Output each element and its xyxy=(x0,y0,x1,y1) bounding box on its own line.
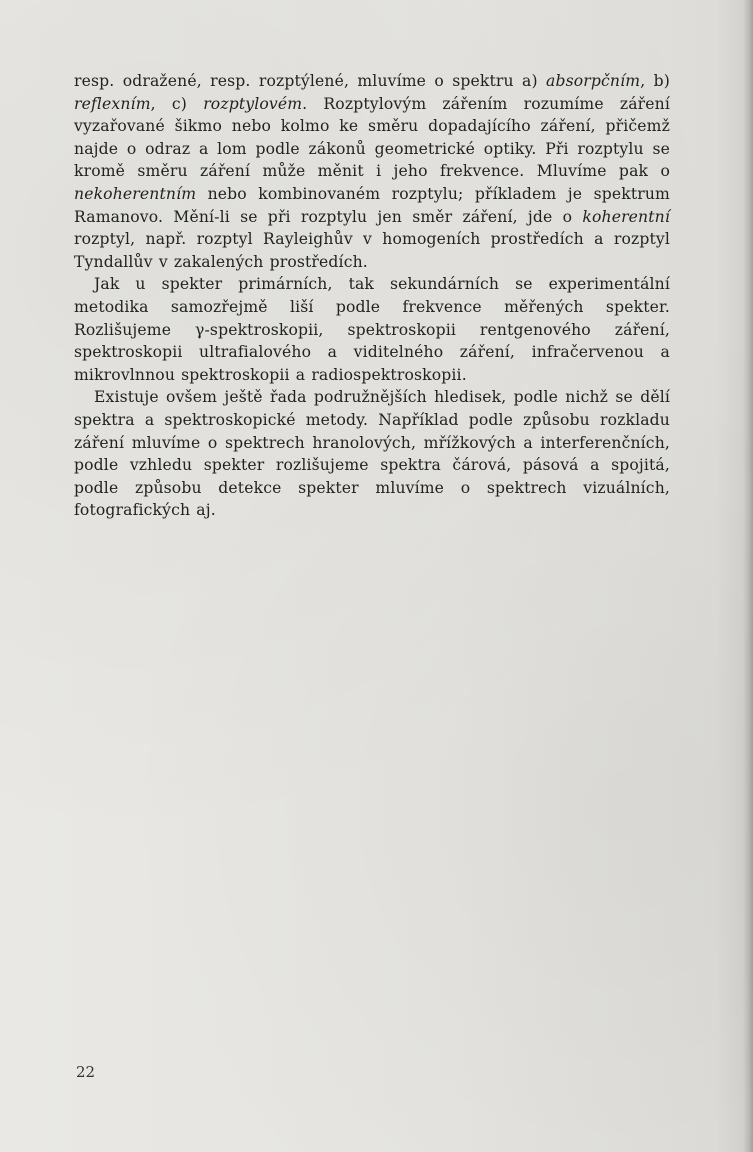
text-run: rozptyl, např. rozptyl Rayleighův v homogeních prostředích a rozptyl Tyndallův v zakalených prostředích. xyxy=(74,230,670,271)
text-run: nebo kombinovaném rozptylu; příkladem je spektrum Ramanovo. Mění-li se při rozptylu jen směr záření, jde o xyxy=(74,184,670,226)
paragraph xyxy=(74,386,670,522)
text-run: . Rozptylovým zářením rozumíme záření vyzařované šikmo nebo kolmo ke směru dopadajícího záření, přičemž najde o odraz a lom podle zákonů geometrické optiky. Při rozptylu se kromě směru záření může měnit i jeho frekvence. Mluvíme pak o xyxy=(74,94,670,181)
text-run: resp. odražené, resp. rozptýlené, mluvíme o spektru a) xyxy=(74,72,547,90)
text-run: Existuje ovšem ještě řada podružnějších hledisek, podle nichž se dělí spektra a spektroskopické metody. Například podle způsobu rozkladu záření mluvíme o spektrech hranolových, mřížkových a interferenčních, podle vzhledu spekter rozlišujeme spektra čárová, pásová a spojitá, podle způsobu detekce spekter mluvíme o spektrech vizuálních, fotografických aj. xyxy=(74,388,670,520)
italic-term: rozptylovém xyxy=(203,94,303,113)
italic-term: nekoherentním xyxy=(74,184,197,203)
text-run: Jak u spekter primárních, tak sekundárních se experimentální metodika samozřejmě liší podle frekvence měřených spekter. Rozlišujeme γ-spektroskopii, spektroskopii rentgenového záření, spektroskopii ultrafialového a viditelného záření, infračervenou a mikrovlnnou spektroskopii a radiospektroskopii. xyxy=(74,275,670,384)
text-run: , b) xyxy=(640,72,670,90)
paragraph xyxy=(74,70,670,273)
italic-term: reflexním xyxy=(74,94,151,113)
paragraph xyxy=(74,273,670,386)
page-edge-shadow xyxy=(743,0,753,1152)
italic-term: koherentní xyxy=(582,207,670,226)
italic-term: absorpčním xyxy=(546,72,641,90)
body-text xyxy=(74,70,670,522)
page-number: 22 xyxy=(76,1063,96,1081)
text-run: , c) xyxy=(150,94,204,113)
